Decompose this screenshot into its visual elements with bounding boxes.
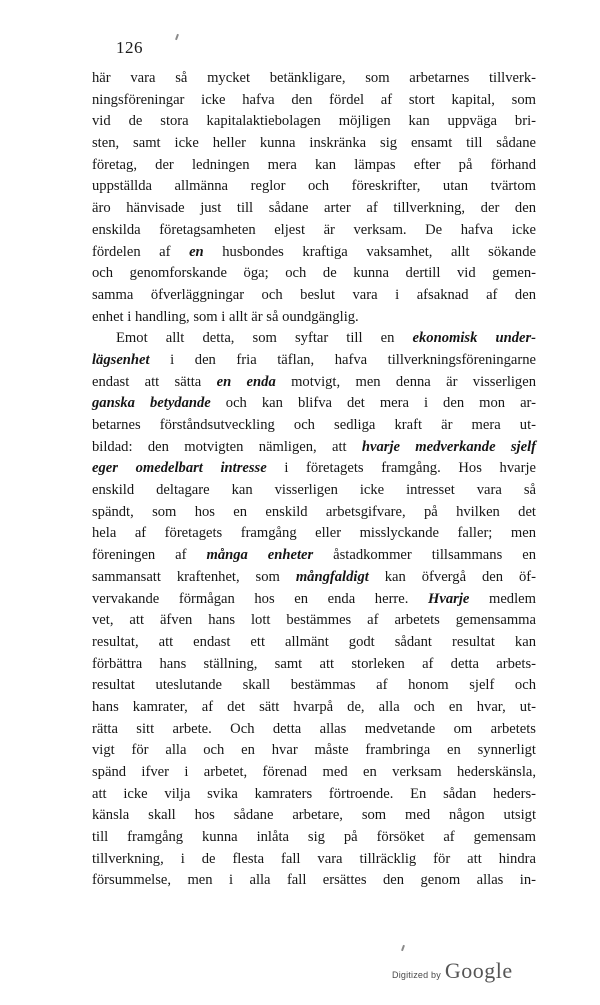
emphasized-text: ganska betydande xyxy=(92,395,211,412)
text-run: sammansatt kraftenhet, som xyxy=(92,568,296,585)
text-run: här vara så mycket betänkligare, som arbetarnes tillverk- xyxy=(92,70,536,86)
text-line xyxy=(92,849,536,871)
text-run: endast att sätta xyxy=(92,373,217,390)
text-line xyxy=(92,68,536,90)
text-line xyxy=(92,176,536,198)
text-run: vid de stora kapitalaktiebolagen möjligen kan uppväga bri- xyxy=(92,113,536,130)
text-line xyxy=(92,719,536,741)
text-run: hela af företagets framgång eller misslyckande faller; men xyxy=(92,525,536,542)
text-run: resultat, att endast ett allmänt godt sådant resultat kan xyxy=(92,633,536,650)
text-line xyxy=(92,805,536,827)
scan-speck xyxy=(401,945,405,951)
text-run: rätta sitt arbete. Och detta allas medvetande om arbetets xyxy=(92,720,536,737)
text-run: försummelse, men i alla fall ersättes den genom allas in- xyxy=(92,872,536,889)
text-run: hans kamrater, af det sätt hvarpå de, alla och en hvar, ut- xyxy=(92,698,536,715)
text-line xyxy=(92,415,536,437)
text-run: fördelen af xyxy=(92,243,190,260)
text-run: resultat uteslutande skall bestämmas af honom sjelf och xyxy=(92,677,536,694)
text-run: företag, der ledningen mera kan lämpas efter på förhand xyxy=(92,156,536,173)
digitized-footer xyxy=(392,958,513,988)
text-line xyxy=(92,870,536,892)
text-run: samma öfverläggningar och beslut vara i afsaknad af den xyxy=(92,286,536,303)
text-line xyxy=(92,827,536,849)
text-line xyxy=(92,220,536,242)
text-run: att icke vilja svika kamraters förtroende. En sådan heders- xyxy=(92,785,536,802)
text-line xyxy=(92,589,536,611)
text-line xyxy=(92,480,536,502)
text-line xyxy=(92,285,536,307)
text-line xyxy=(92,610,536,632)
text-line xyxy=(92,523,536,545)
text-run: sten, samt icke heller kunna inskränka sig ensamt till sådane xyxy=(92,135,536,152)
text-line xyxy=(92,393,536,415)
emphasized-text: lägsenhet xyxy=(92,351,150,368)
text-run: betarnes förståndsutveckling och sedliga kraft är mera ut- xyxy=(92,417,536,433)
scan-speck xyxy=(175,34,179,40)
text-run: ningsföreningar icke hafva den fördel af stort kapital, som xyxy=(92,91,536,108)
text-line xyxy=(92,545,536,567)
digitized-by-label: Digitized by xyxy=(392,970,441,980)
emphasized-text: en enda xyxy=(216,373,276,390)
google-logo: Google xyxy=(444,958,513,983)
text-line xyxy=(92,350,536,372)
text-run: åstadkommer tillsammans en xyxy=(313,547,536,564)
text-line xyxy=(92,632,536,654)
text-run: husbondes kraftiga vaksamhet, allt sökande xyxy=(203,243,536,260)
emphasized-text: mångfaldigt xyxy=(295,568,369,585)
text-run: kan öfvergå den öf- xyxy=(368,568,536,585)
text-run: känsla skall hos sådane arbetare, som med någon utsigt xyxy=(92,807,536,824)
text-line xyxy=(92,328,536,350)
text-run: och genomforskande öga; och de kunna dertill vid gemen- xyxy=(92,265,536,282)
text-line xyxy=(92,198,536,220)
body-text xyxy=(92,68,536,892)
text-line xyxy=(92,242,536,264)
text-line xyxy=(92,654,536,676)
text-line xyxy=(92,437,536,459)
text-run: äro hänvisade just till sådane arter af tillverkning, der den xyxy=(92,200,536,217)
text-run: enskild deltagare kan visserligen icke intresset vara så xyxy=(92,482,536,499)
text-run: uppställda allmänna reglor och föreskrifter, utan tvärtom xyxy=(92,178,536,195)
text-run: och kan blifva det mera i den mon ar- xyxy=(210,395,536,412)
text-run: enhet i handling, som i allt är så oundgänglig. xyxy=(92,308,359,325)
emphasized-text: många enheter xyxy=(206,547,314,564)
text-line xyxy=(92,307,536,329)
text-line xyxy=(92,458,536,480)
text-run: medlem xyxy=(469,590,536,607)
text-line xyxy=(92,784,536,806)
text-line xyxy=(92,762,536,784)
text-run: Emot allt detta, som syftar till en xyxy=(116,330,413,347)
text-line xyxy=(92,567,536,589)
text-line xyxy=(92,740,536,762)
text-line xyxy=(92,697,536,719)
text-run: vervakande förmågan hos en enda herre. xyxy=(92,590,429,607)
emphasized-text: en xyxy=(189,243,204,260)
emphasized-text: Hvarje xyxy=(428,590,470,607)
text-run: vigt för alla och en hvar måste frambringa en synnerligt xyxy=(92,742,536,759)
text-line xyxy=(92,133,536,155)
text-run: i företagets framgång. Hos hvarje xyxy=(266,460,536,477)
text-run: föreningen af xyxy=(92,547,207,564)
text-line xyxy=(92,372,536,394)
text-run: i den fria täflan, hafva tillverkningsföreningarne xyxy=(149,351,536,368)
text-run: vet, att äfven hans lott bestämmes af arbetets gemensamma xyxy=(92,612,536,629)
text-run: bildad: den motvigten nämligen, att xyxy=(92,438,362,455)
emphasized-text: eger omedelbart intresse xyxy=(92,460,267,477)
text-line xyxy=(92,675,536,697)
text-run: enskilda företagsamheten eljest är verksam. De hafva icke xyxy=(92,221,536,238)
text-run: till framgång kunna inlåta sig på försöket af gemensam xyxy=(92,829,536,846)
text-run: spändt, som hos en enskild arbetsgifvare, på hvilken det xyxy=(92,503,536,520)
emphasized-text: hvarje medverkande sjelf xyxy=(361,438,536,455)
text-line xyxy=(92,90,536,112)
text-run: tillverkning, i de flesta fall vara tillräcklig för att hindra xyxy=(92,850,536,867)
page-number: 126 xyxy=(116,38,143,57)
text-line xyxy=(92,111,536,133)
text-line xyxy=(92,155,536,177)
text-run: spänd ifver i arbetet, förenad med en verksam hederskänsla, xyxy=(92,764,536,780)
text-run: förbättra hans ställning, samt att storleken af detta arbets- xyxy=(92,655,536,672)
emphasized-text: ekonomisk under- xyxy=(412,330,537,347)
text-run: motvigt, men denna är visserligen xyxy=(275,373,537,390)
text-line xyxy=(92,263,536,285)
text-line xyxy=(92,502,536,524)
